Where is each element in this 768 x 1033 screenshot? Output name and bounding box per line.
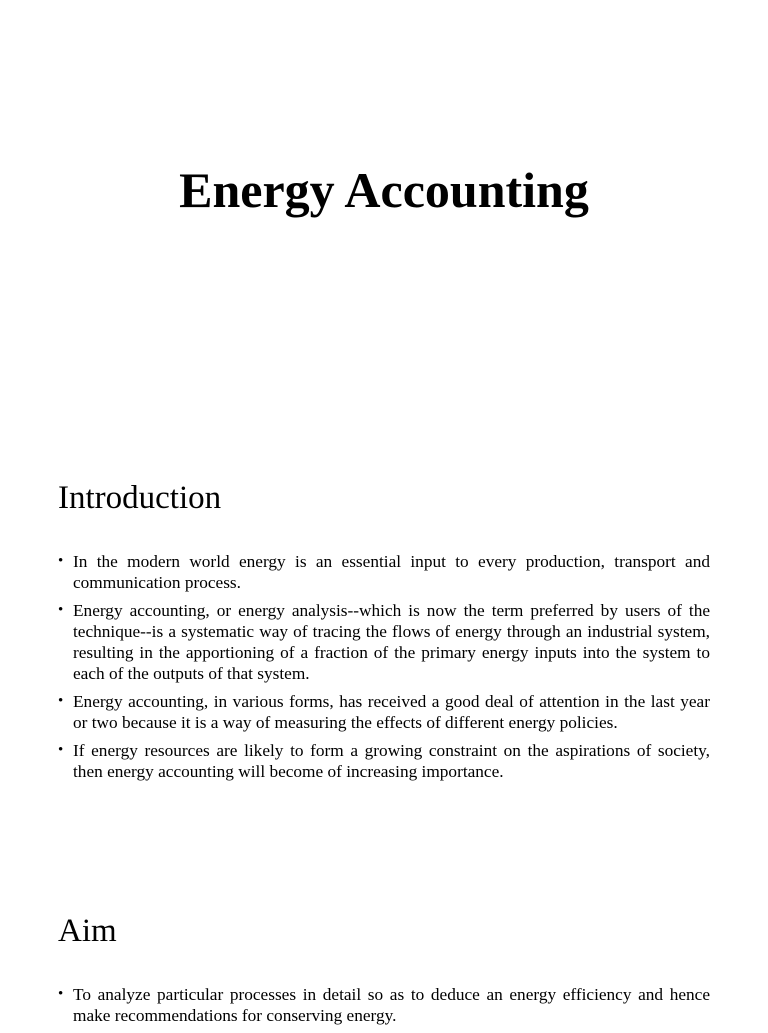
bullet-icon: • [58, 986, 64, 1002]
bullet-text: In the modern world energy is an essential input to every production, transport and communication process. [73, 552, 710, 592]
list-item [58, 600, 710, 684]
bullet-icon: • [58, 693, 64, 709]
bullet-text: Energy accounting, or energy analysis--which is now the term preferred by users of the technique--is a systematic way of tracing the flows of energy through an industrial system, resulting in the apportioning of a fraction of the primary energy inputs into the system to each of the outputs of that system. [73, 601, 710, 683]
list-item [58, 691, 710, 733]
section-heading-aim: Aim [58, 913, 117, 949]
slide-title: Energy Accounting [179, 162, 589, 218]
bullet-text: Energy accounting, in various forms, has received a good deal of attention in the last year or two because it is a way of measuring the effects of different energy policies. [73, 692, 710, 732]
bullet-icon: • [58, 602, 64, 618]
bullet-text: To analyze particular processes in detail so as to deduce an energy efficiency and hence make recommendations for conserving energy. [73, 985, 710, 1025]
aim-bullet-list [58, 984, 710, 1033]
bullet-text: If energy resources are likely to form a growing constraint on the aspirations of society, then energy accounting will become of increasing importance. [73, 741, 710, 781]
bullet-icon: • [58, 553, 64, 569]
list-item [58, 740, 710, 782]
section-heading-introduction: Introduction [58, 480, 222, 516]
list-item [58, 984, 710, 1026]
bullet-icon: • [58, 742, 64, 758]
list-item [58, 551, 710, 593]
introduction-bullet-list [58, 551, 710, 789]
